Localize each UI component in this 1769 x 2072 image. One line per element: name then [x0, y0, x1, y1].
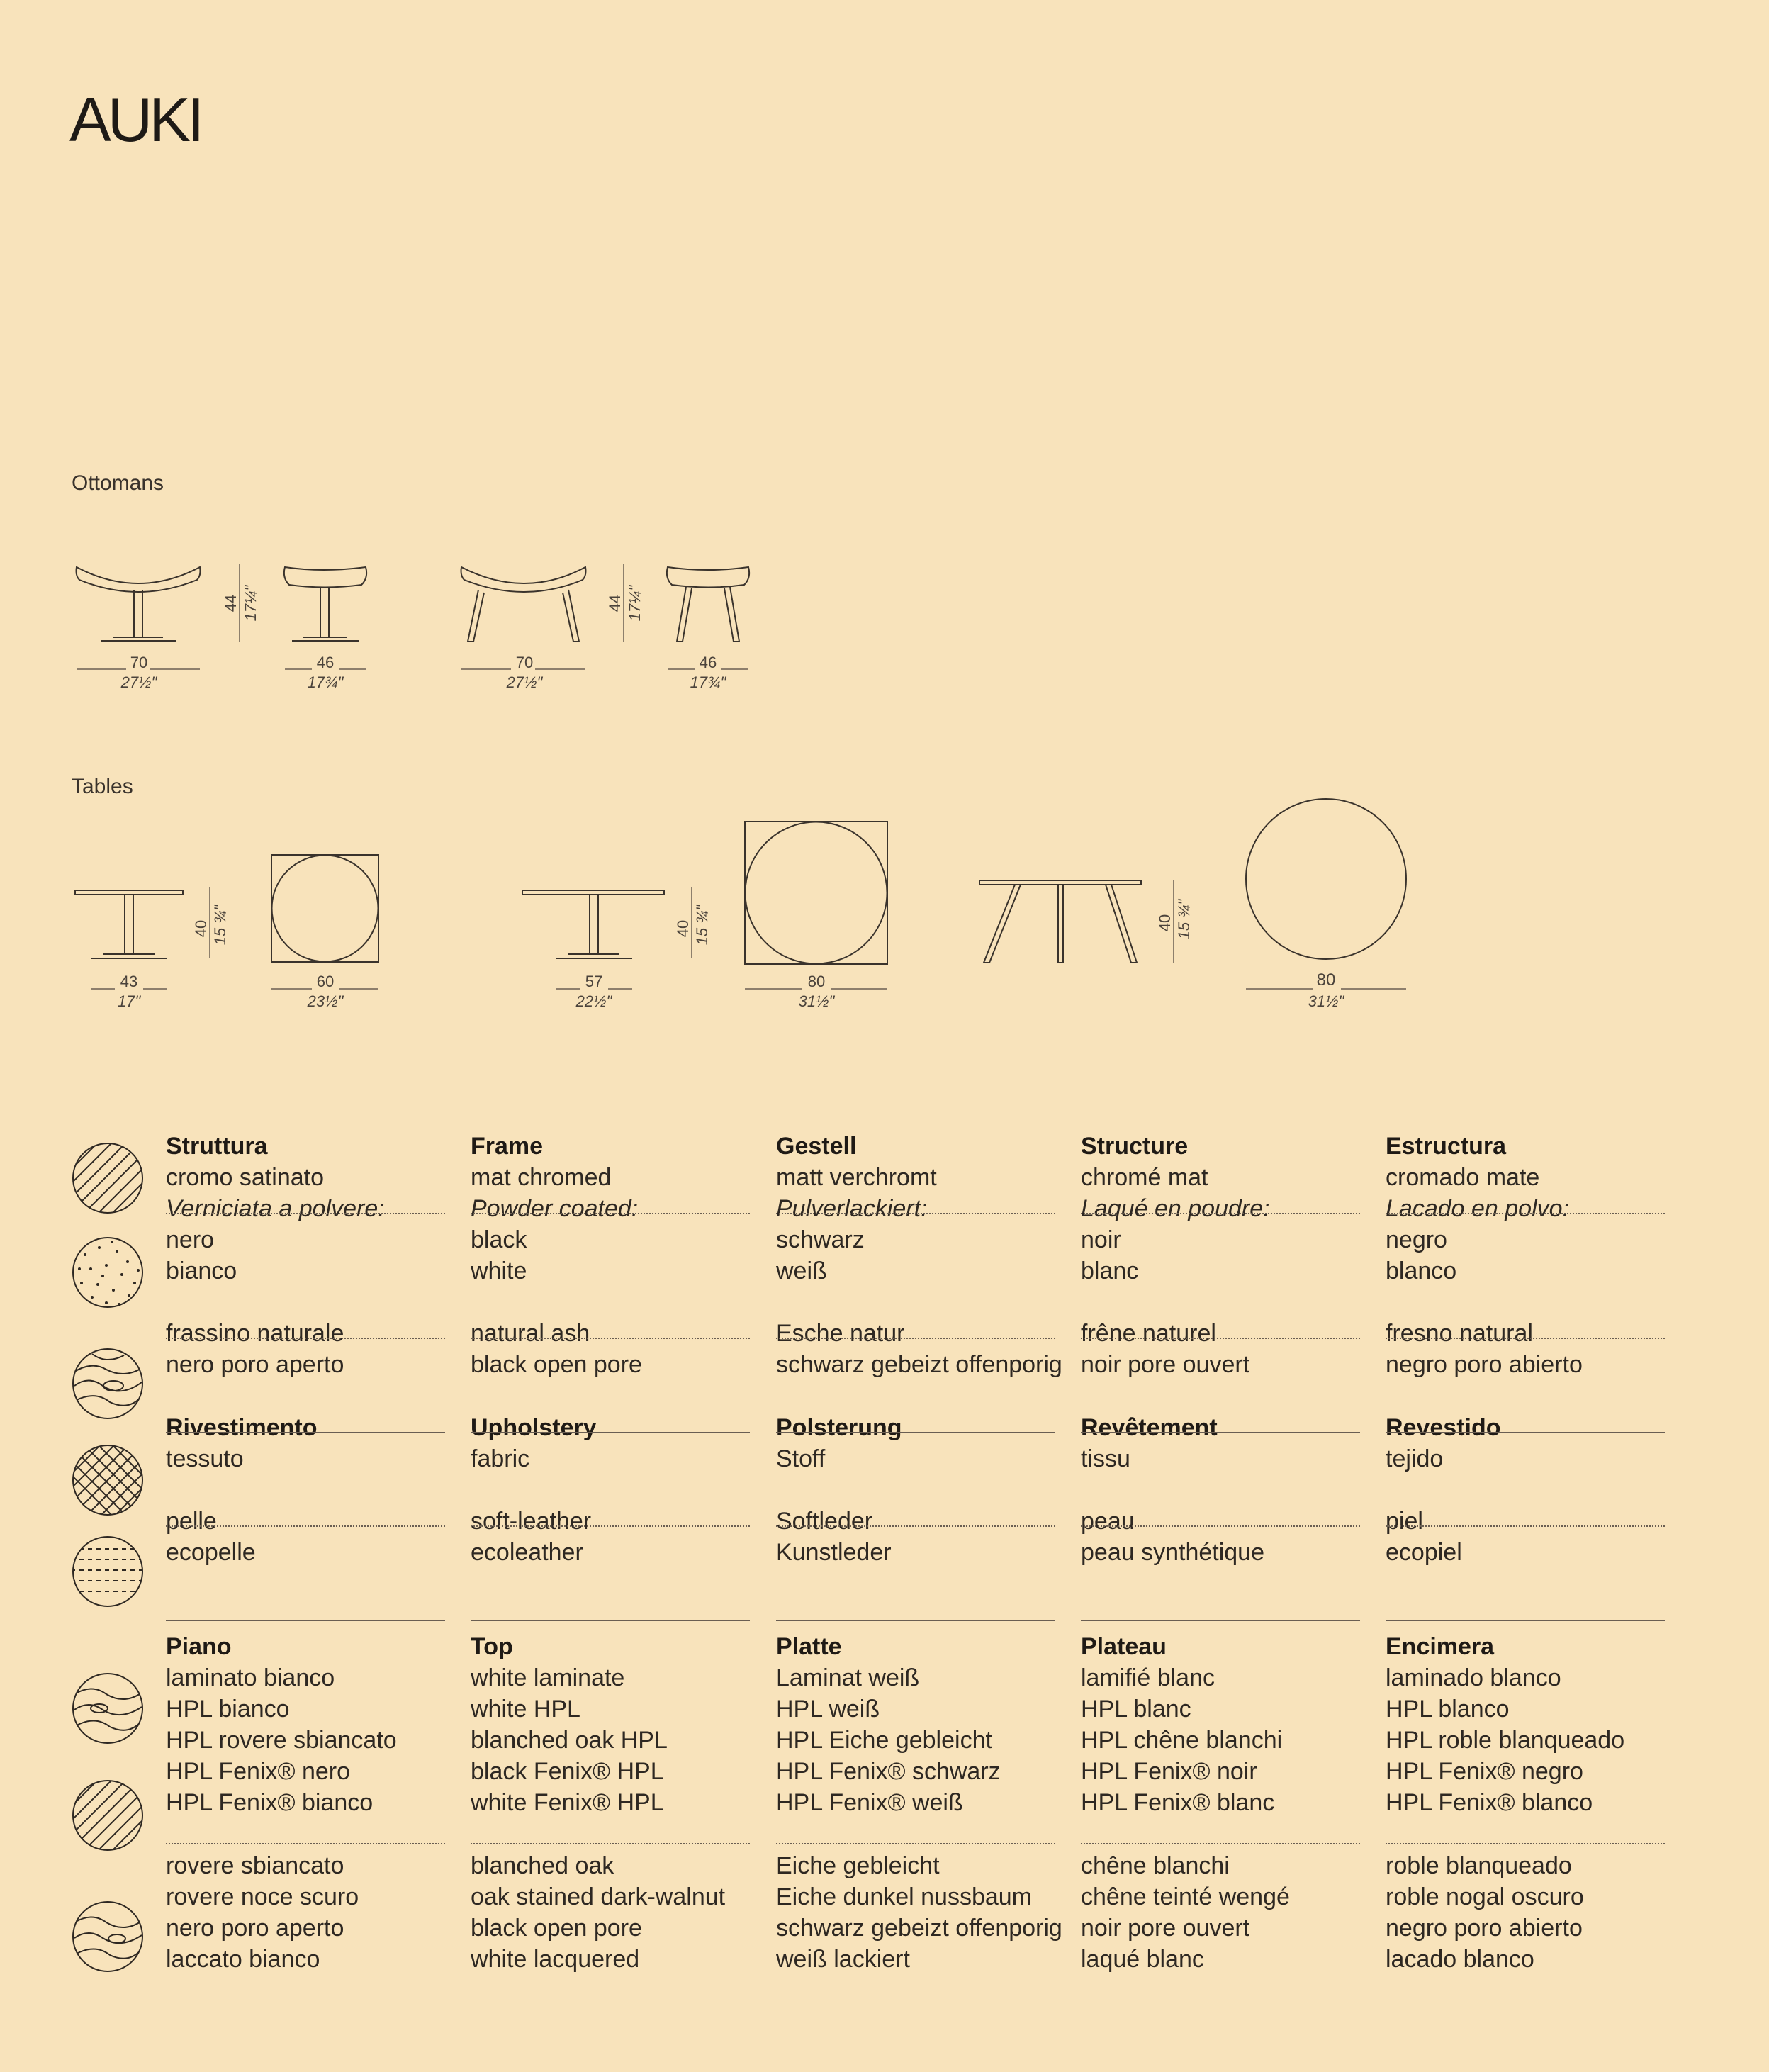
table-1-height-in: 15 ¾" — [211, 905, 229, 946]
spec-line: lamifié blanc — [1081, 1664, 1215, 1691]
spec-line: HPL Fenix® noir — [1081, 1758, 1257, 1785]
spec-line: blanched oak HPL — [471, 1727, 668, 1754]
spec-line: white Fenix® HPL — [471, 1789, 664, 1816]
spec-line: fabric — [471, 1445, 530, 1472]
crosshatch-icon — [71, 1432, 156, 1517]
spec-group — [1081, 1131, 1360, 1193]
divider — [471, 1620, 750, 1621]
divider — [1081, 1338, 1360, 1339]
spec-heading: Frame — [471, 1133, 544, 1160]
spec-group — [166, 1412, 445, 1474]
ottoman-1-side-width-cm: 46 — [316, 654, 335, 671]
spec-line: chêne teinté wengé — [1081, 1883, 1290, 1910]
spec-group — [776, 1506, 1055, 1568]
divider — [776, 1432, 1055, 1433]
spec-line: Lacado en polvo: — [1386, 1195, 1569, 1222]
spec-line: blanched oak — [471, 1852, 614, 1879]
spec-line: white HPL — [471, 1696, 580, 1723]
spec-group — [471, 1412, 750, 1474]
ottoman-1-height-cm: 44 — [222, 594, 240, 612]
spec-line: HPL Fenix® bianco — [166, 1789, 374, 1816]
spec-line: mat chromed — [471, 1164, 612, 1191]
ottoman-2-height-in: 17¼" — [626, 585, 644, 622]
divider — [471, 1213, 750, 1214]
table-2-width-in: 22½" — [575, 992, 612, 1010]
spec-line: black Fenix® HPL — [471, 1758, 664, 1785]
spec-line: HPL Fenix® negro — [1386, 1758, 1583, 1785]
spec-line: pelle — [166, 1508, 217, 1535]
spec-line: natural ash — [471, 1320, 590, 1347]
spec-line: HPL Fenix® schwarz — [776, 1758, 1001, 1785]
table-3-top-width-in: 31½" — [1308, 992, 1344, 1010]
divider — [1386, 1213, 1665, 1214]
spec-line: nero poro aperto — [166, 1351, 344, 1378]
spec-line: Verniciata a polvere: — [166, 1195, 385, 1222]
spec-line: piel — [1386, 1508, 1423, 1535]
spec-line: noir pore ouvert — [1081, 1351, 1250, 1378]
table-2-height-cm: 40 — [674, 919, 692, 938]
spec-line: peau — [1081, 1508, 1135, 1535]
diagonal-hatch-icon — [71, 1141, 156, 1226]
table-2-width-cm: 57 — [585, 973, 603, 990]
spec-group — [166, 1131, 445, 1193]
section-label-ottomans: Ottomans — [72, 471, 164, 495]
divider — [1386, 1525, 1665, 1527]
spec-line: chêne blanchi — [1081, 1852, 1230, 1879]
divider — [776, 1338, 1055, 1339]
spec-group — [1081, 1506, 1360, 1568]
spec-group — [1081, 1850, 1360, 1975]
spec-line: HPL blanco — [1386, 1696, 1510, 1723]
spec-line: noir pore ouvert — [1081, 1915, 1250, 1942]
spec-group — [471, 1850, 750, 1975]
spec-line: noir — [1081, 1226, 1121, 1253]
spec-line: black — [471, 1226, 527, 1253]
spec-heading: Revêtement — [1081, 1414, 1218, 1441]
spec-line: nero poro aperto — [166, 1915, 344, 1942]
divider — [1081, 1525, 1360, 1527]
spec-line: HPL rovere sbiancato — [166, 1727, 397, 1754]
spec-group — [1081, 1193, 1360, 1287]
ottoman-1-side-width-in: 17¾" — [307, 673, 344, 691]
spec-heading: Platte — [776, 1633, 842, 1660]
spec-line: roble nogal oscuro — [1386, 1883, 1584, 1910]
spec-group — [166, 1318, 445, 1380]
spec-heading: Polsterung — [776, 1414, 902, 1441]
ottoman-2-side-width-in: 17¾" — [690, 673, 726, 691]
spec-line: chromé mat — [1081, 1164, 1208, 1191]
divider — [471, 1432, 750, 1433]
spec-line: white laminate — [471, 1664, 625, 1691]
wood-grain-icon — [73, 1674, 142, 1743]
spec-line: HPL Fenix® nero — [166, 1758, 351, 1785]
ottoman-2-side-width-cm: 46 — [699, 654, 717, 671]
ottoman-1-height-in: 17¼" — [242, 585, 259, 622]
table-3-height-in: 15 ¾" — [1175, 899, 1193, 940]
spec-line: Softleder — [776, 1508, 873, 1535]
table-3-top-width-cm: 80 — [1316, 970, 1336, 990]
spec-line: laccato bianco — [166, 1946, 320, 1973]
divider — [166, 1338, 445, 1339]
spec-line: peau synthétique — [1081, 1539, 1264, 1566]
spec-line: schwarz gebeizt offenporig — [776, 1351, 1062, 1378]
spec-line: HPL weiß — [776, 1696, 880, 1723]
spec-group — [166, 1631, 445, 1818]
wood-grain-icon — [73, 1902, 142, 1971]
spec-heading: Gestell — [776, 1133, 857, 1160]
table-2-top-width-in: 31½" — [798, 992, 835, 1010]
divider — [776, 1525, 1055, 1527]
divider — [776, 1620, 1055, 1621]
table-1-top-width-cm: 60 — [316, 973, 335, 990]
spec-group — [1386, 1131, 1665, 1193]
spec-line: white lacquered — [471, 1946, 640, 1973]
spec-group — [471, 1318, 750, 1380]
spec-line: Esche natur — [776, 1320, 905, 1347]
spec-heading: Rivestimento — [166, 1414, 318, 1441]
spec-heading: Revestido — [1386, 1414, 1501, 1441]
spec-line: frêne naturel — [1081, 1320, 1216, 1347]
spec-line: laminado blanco — [1386, 1664, 1561, 1691]
spec-line: blanco — [1386, 1258, 1457, 1284]
spec-heading: Piano — [166, 1633, 232, 1660]
spec-line: Eiche gebleicht — [776, 1852, 940, 1879]
divider — [776, 1843, 1055, 1844]
spec-group — [776, 1193, 1055, 1287]
spec-line: tejido — [1386, 1445, 1444, 1472]
spec-line: rovere noce scuro — [166, 1883, 359, 1910]
spec-group — [1386, 1850, 1665, 1975]
ottoman-1-width-in: 27½" — [120, 673, 157, 691]
spec-line: Laminat weiß — [776, 1664, 920, 1691]
divider — [166, 1213, 445, 1214]
divider — [1081, 1620, 1360, 1621]
spec-line: ecoleather — [471, 1539, 583, 1566]
spec-line: matt verchromt — [776, 1164, 937, 1191]
divider — [1081, 1213, 1360, 1214]
spec-group — [471, 1193, 750, 1287]
spec-line: blanc — [1081, 1258, 1139, 1284]
spec-line: frassino naturale — [166, 1320, 344, 1347]
spec-heading: Structure — [1081, 1133, 1189, 1160]
spec-line: ecopelle — [166, 1539, 256, 1566]
spec-line: nero — [166, 1226, 215, 1253]
spec-line: oak stained dark-walnut — [471, 1883, 726, 1910]
spec-group — [776, 1631, 1055, 1818]
spec-group — [1081, 1318, 1360, 1380]
spec-group — [1386, 1318, 1665, 1380]
spec-line: roble blanqueado — [1386, 1852, 1572, 1879]
spec-line: laqué blanc — [1081, 1946, 1204, 1973]
spec-line: cromado mate — [1386, 1164, 1540, 1191]
spec-line: tessuto — [166, 1445, 244, 1472]
divider — [166, 1432, 445, 1433]
spec-line: schwarz — [776, 1226, 865, 1253]
ottoman-2-width-cm: 70 — [515, 654, 534, 671]
spec-line: HPL Fenix® blanco — [1386, 1789, 1593, 1816]
spec-group — [471, 1506, 750, 1568]
table-1-width-cm: 43 — [120, 973, 138, 990]
spec-line: HPL roble blanqueado — [1386, 1727, 1625, 1754]
divider — [1386, 1338, 1665, 1339]
divider — [166, 1620, 445, 1621]
spec-line: weiß — [776, 1258, 827, 1284]
spec-line: negro poro abierto — [1386, 1915, 1583, 1942]
wood-grain-icon — [73, 1349, 142, 1418]
section-label-tables: Tables — [72, 775, 133, 798]
spec-line: white — [471, 1258, 527, 1284]
spec-heading: Encimera — [1386, 1633, 1495, 1660]
spec-line: HPL Eiche gebleicht — [776, 1727, 992, 1754]
spec-line: soft-leather — [471, 1508, 592, 1535]
spec-line: lacado blanco — [1386, 1946, 1534, 1973]
spec-line: Stoff — [776, 1445, 826, 1472]
divider — [776, 1213, 1055, 1214]
spec-line: HPL chêne blanchi — [1081, 1727, 1283, 1754]
table-1-top-width-in: 23½" — [307, 992, 344, 1010]
spec-group — [166, 1850, 445, 1975]
spec-line: ecopiel — [1386, 1539, 1462, 1566]
divider — [166, 1525, 445, 1527]
divider — [471, 1843, 750, 1844]
spec-line: schwarz gebeizt offenporig — [776, 1915, 1062, 1942]
spec-group — [1081, 1412, 1360, 1474]
spec-heading: Plateau — [1081, 1633, 1167, 1660]
spec-line: HPL bianco — [166, 1696, 290, 1723]
spec-line: bianco — [166, 1258, 237, 1284]
divider — [1081, 1432, 1360, 1433]
spec-group — [776, 1131, 1055, 1193]
spec-line: Eiche dunkel nussbaum — [776, 1883, 1033, 1910]
spec-group — [1386, 1631, 1665, 1818]
spec-line: weiß lackiert — [776, 1946, 910, 1973]
table-1-height-cm: 40 — [192, 919, 210, 938]
spec-line: HPL Fenix® blanc — [1081, 1789, 1275, 1816]
spec-heading: Estructura — [1386, 1133, 1507, 1160]
spec-line: cromo satinato — [166, 1164, 324, 1191]
diagonal-hatch-icon — [71, 1779, 156, 1864]
spec-group — [166, 1193, 445, 1287]
spec-line: rovere sbiancato — [166, 1852, 344, 1879]
spec-line: tissu — [1081, 1445, 1130, 1472]
divider — [1386, 1620, 1665, 1621]
spec-line: Laqué en poudre: — [1081, 1195, 1270, 1222]
ottoman-1-width-cm: 70 — [130, 654, 148, 671]
spec-heading: Top — [471, 1633, 513, 1660]
ottoman-2-height-cm: 44 — [606, 594, 624, 612]
stipple-dots-icon — [73, 1238, 142, 1307]
ottoman-2-width-in: 27½" — [506, 673, 543, 691]
spec-group — [776, 1412, 1055, 1474]
spec-line: Pulverlackiert: — [776, 1195, 928, 1222]
spec-line: negro — [1386, 1226, 1447, 1253]
table-2-height-in: 15 ¾" — [693, 905, 711, 946]
table-1-width-in: 17" — [117, 992, 141, 1010]
spec-line: fresno natural — [1386, 1320, 1533, 1347]
divider — [1081, 1843, 1360, 1844]
spec-heading: Upholstery — [471, 1414, 597, 1441]
spec-group — [166, 1506, 445, 1568]
spec-line: HPL Fenix® weiß — [776, 1789, 963, 1816]
spec-line: laminato bianco — [166, 1664, 335, 1691]
table-3-height-cm: 40 — [1156, 914, 1174, 932]
dashed-texture-icon — [71, 1537, 145, 1606]
divider — [471, 1525, 750, 1527]
spec-group — [471, 1631, 750, 1818]
spec-line: Kunstleder — [776, 1539, 892, 1566]
divider — [471, 1338, 750, 1339]
spec-group — [1081, 1631, 1360, 1818]
spec-line: Powder coated: — [471, 1195, 639, 1222]
spec-line: negro poro abierto — [1386, 1351, 1583, 1378]
spec-group — [1386, 1193, 1665, 1287]
spec-line: black open pore — [471, 1351, 642, 1378]
spec-group — [1386, 1412, 1665, 1474]
spec-line: black open pore — [471, 1915, 642, 1942]
divider — [1386, 1432, 1665, 1433]
spec-group — [776, 1318, 1062, 1380]
divider — [1386, 1843, 1665, 1844]
spec-heading: Struttura — [166, 1133, 268, 1160]
page-title: AUKI — [69, 84, 201, 155]
table-2-top-width-cm: 80 — [807, 973, 826, 990]
spec-group — [471, 1131, 750, 1193]
spec-line: HPL blanc — [1081, 1696, 1191, 1723]
spec-group — [1386, 1506, 1665, 1568]
divider — [166, 1843, 445, 1844]
spec-group — [776, 1850, 1062, 1975]
